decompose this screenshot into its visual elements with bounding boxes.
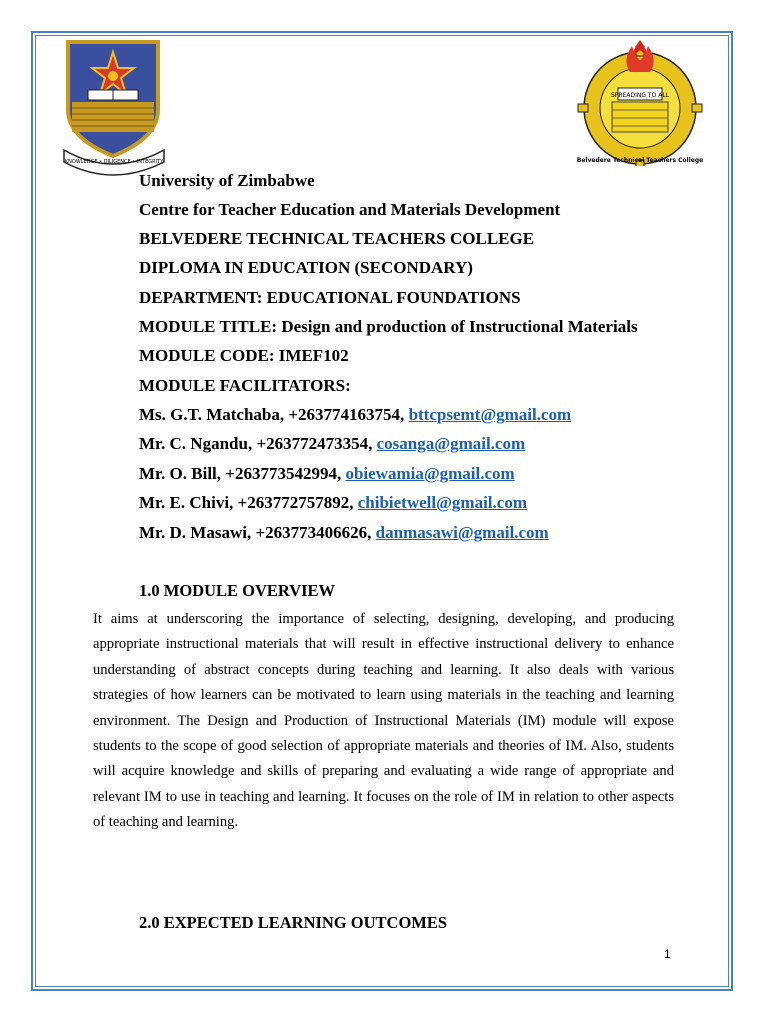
module-title: MODULE TITLE: Design and production of Instructional Materials — [139, 317, 638, 336]
facilitator-name-phone: Mr. C. Ngandu, +263772473354, — [139, 434, 377, 453]
facilitator-name-phone: Mr. E. Chivi, +263772757892, — [139, 493, 358, 512]
college-name: BELVEDERE TECHNICAL TEACHERS COLLEGE — [139, 229, 535, 248]
centre-name: Centre for Teacher Education and Materials Development — [139, 200, 561, 219]
module-code: MODULE CODE: IMEF102 — [139, 346, 349, 365]
facilitator-name-phone: Mr. D. Masawi, +263773406626, — [139, 523, 376, 542]
logo-college-name: Belvedere Technical Teachers College — [576, 157, 704, 164]
facilitator-line — [139, 434, 525, 454]
facilitator-line — [139, 493, 527, 513]
diploma-title: DIPLOMA IN EDUCATION (SECONDARY) — [139, 258, 473, 277]
crest-motto: KNOWLEDGE • DILIGENCE • INTEGRITY — [64, 159, 164, 165]
facilitator-line — [139, 405, 571, 425]
university-name: University of Zimbabwe — [139, 171, 315, 190]
facilitator-name-phone: Ms. G.T. Matchaba, +263774163754, — [139, 405, 409, 424]
facilitator-email-link[interactable]: chibietwell@gmail.com — [357, 493, 527, 512]
university-of-zimbabwe-crest-logo — [58, 38, 170, 178]
module-facilitators-label: MODULE FACILITATORS: — [139, 376, 351, 395]
section-heading-module-overview: 1.0 MODULE OVERVIEW — [139, 581, 336, 600]
module-overview-paragraph: It aims at underscoring the importance of selecting, designing, developing, and producing appropriate instructional materials that will result in effective instructional delivery to enhance understanding of abstract concepts during teaching and learning. It also deals with various strategies of how learners can be motivated to learn using materials in the teaching and learning environment. The Design and Production of Instructional Materials (IM) module will expose students to the scope of good selection of appropriate materials and theories of IM. Also, students will acquire knowledge and skills of preparing and evaluating a wide range of appropriate and relevant IM to use in teaching and learning. It focuses on the role of IM in relation to other aspects of teaching and learning. — [93, 611, 674, 831]
department: DEPARTMENT: EDUCATIONAL FOUNDATIONS — [139, 288, 521, 307]
facilitator-email-link[interactable]: obiewamia@gmail.com — [345, 464, 515, 483]
section-heading-learning-outcomes: 2.0 EXPECTED LEARNING OUTCOMES — [139, 913, 448, 932]
facilitator-email-link[interactable]: danmasawi@gmail.com — [375, 523, 549, 542]
logo-banner-text: SPREADING TO ALL — [610, 92, 670, 99]
page-number: 1 — [664, 947, 671, 961]
facilitator-line — [139, 523, 549, 543]
facilitator-name-phone: Mr. O. Bill, +263773542994, — [139, 464, 346, 483]
facilitator-email-link[interactable]: bttcpsemt@gmail.com — [408, 405, 572, 424]
belvedere-college-logo — [572, 36, 708, 166]
facilitator-email-link[interactable]: cosanga@gmail.com — [376, 434, 526, 453]
facilitator-line — [139, 464, 515, 484]
